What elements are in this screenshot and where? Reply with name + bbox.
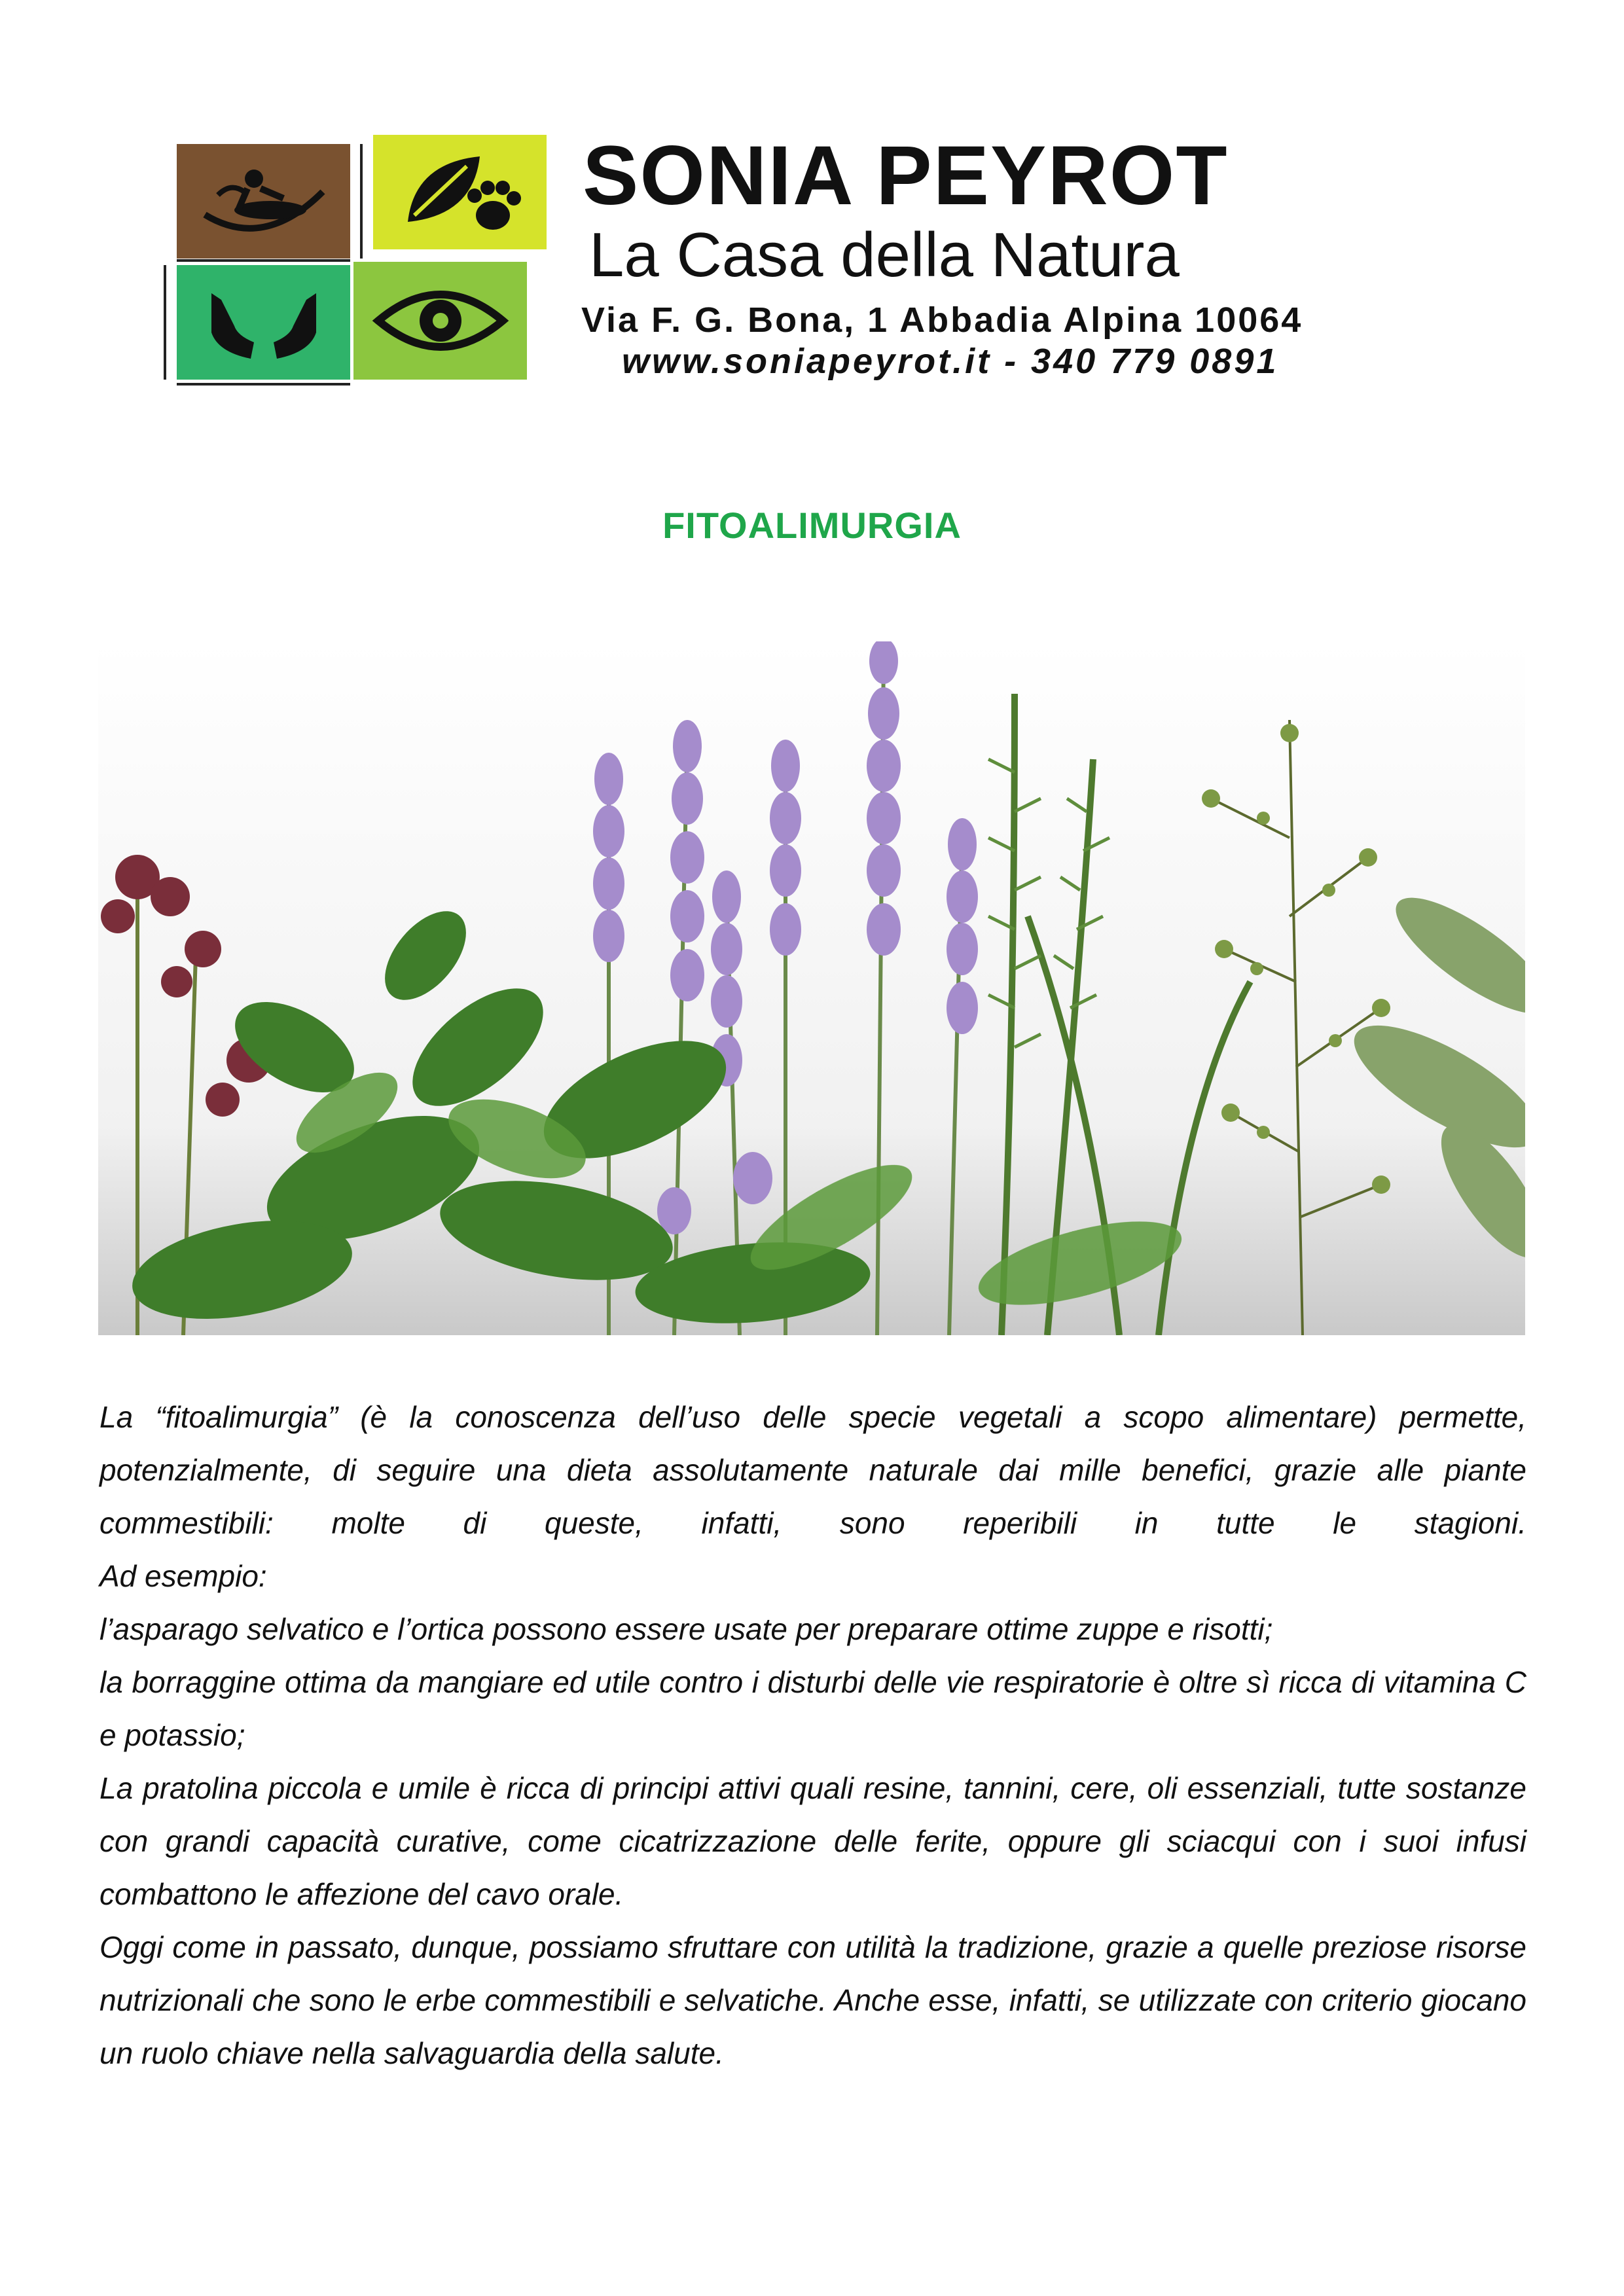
hands-icon: [177, 265, 350, 380]
eye-icon: [353, 262, 527, 380]
letterhead: [164, 131, 1473, 393]
article-body: [99, 1391, 1526, 2080]
herbs-illustration: [98, 641, 1525, 1335]
logo-divider: [177, 383, 350, 386]
logo-divider: [164, 265, 166, 380]
paragraph-daisy: La pratolina piccola e umile è ricca di principi attivi quali resine, tannini, cere, oli essenziali, tutte sostanze con grandi capacità curative, come cicatrizzazione delle ferite, oppure gli sciacqui con i suoi infusi combattono le affezione del cavo orale.: [99, 1771, 1526, 1911]
paragraph-borage: la borraggine ottima da mangiare ed utile contro i disturbi delle vie respiratorie è oltre sì ricca di vitamina C e potassio;: [99, 1665, 1526, 1752]
brand-web-phone: www.soniapeyrot.it - 340 779 0891: [622, 342, 1279, 381]
page-title: FITOALIMURGIA: [662, 505, 962, 546]
brand-subtitle: La Casa della Natura: [589, 220, 1180, 290]
leaf-paw-icon: [373, 135, 547, 249]
logo-divider: [360, 144, 363, 259]
paragraph-intro: La “fitoalimurgia” (è la conoscenza dell’uso delle specie vegetali a scopo alimentare) permette, potenzialmente, di seguire una dieta assolutamente naturale dai mille benefici, grazie alle piante commestibili: molte di queste, infatti, sono reperibili in tutte le stagioni.: [99, 1400, 1526, 1540]
paragraph-example-heading: Ad esempio:: [99, 1559, 267, 1593]
brand-address: Via F. G. Bona, 1 Abbadia Alpina 10064: [581, 300, 1303, 340]
paragraph-asparagus: l’asparago selvatico e l’ortica possono essere usate per preparare ottime zuppe e risotti;: [99, 1612, 1273, 1646]
brand-name: SONIA PEYROT: [583, 129, 1229, 223]
logo-divider: [177, 259, 350, 262]
massage-icon: [177, 144, 350, 259]
paragraph-conclusion: Oggi come in passato, dunque, possiamo sfruttare con utilità la tradizione, grazie a quelle preziose risorse nutrizionali che sono le erbe commestibili e selvatiche. Anche esse, infatti, se utilizzate con criterio giocano un ruolo chiave nella salvaguardia della salute.: [99, 1930, 1526, 2070]
logo: [164, 131, 550, 386]
